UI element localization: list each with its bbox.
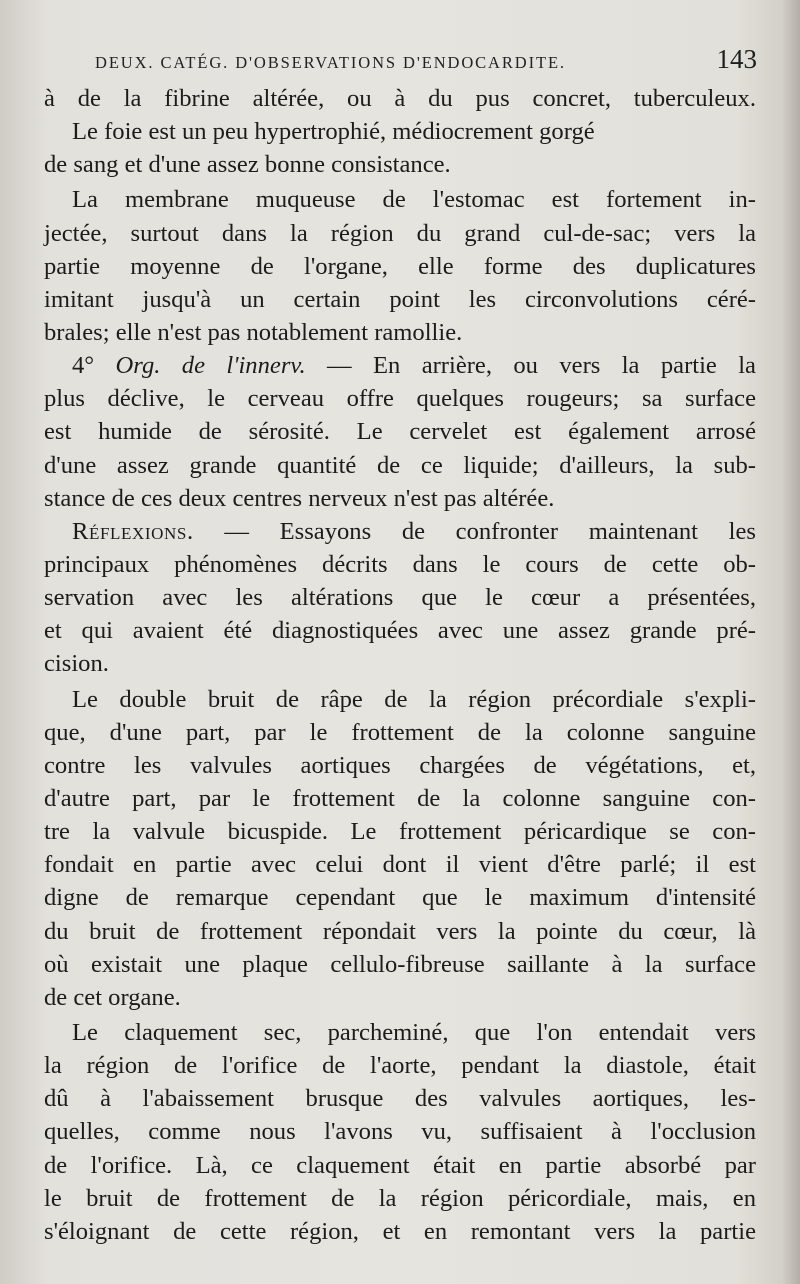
text-line: Le double bruit de râpe de la région précordiale s'expli- xyxy=(72,685,756,713)
text-line: à de la fibrine altérée, ou à du pus concret, tuberculeux. xyxy=(44,85,756,112)
section-label: Org. de l'innerv. xyxy=(115,352,306,380)
text-line: fondait en partie avec celui dont il vient d'être parlé; il est xyxy=(44,851,756,879)
text-line: où existait une plaque cellulo-fibreuse saillante à la surface xyxy=(44,950,756,978)
text-line: Le foie est un peu hypertrophié, médiocrement gorgé xyxy=(72,118,595,146)
text-line: jectée, surtout dans la région du grand cul-de-sac; vers la xyxy=(44,219,756,247)
section-number: 4° xyxy=(72,352,95,380)
text-line: La membrane muqueuse de l'estomac est fortement in- xyxy=(72,186,756,214)
text-line: stance de ces deux centres nerveux n'est pas altérée. xyxy=(44,484,555,512)
text-line: imitant jusqu'à un certain point les circonvolutions céré- xyxy=(44,285,756,313)
text-line: contre les valvules aortiques chargées de végétations, et, xyxy=(44,751,756,779)
text-line: s'éloignant de cette région, et en remontant vers la partie xyxy=(44,1217,756,1245)
text-line: de sang et d'une assez bonne consistance. xyxy=(44,151,451,179)
text-line: servation avec les altérations que le cœur a présentées, xyxy=(44,584,756,612)
text-line: de l'orifice. Là, ce claquement était en partie absorbé par xyxy=(44,1151,756,1179)
text-line xyxy=(44,349,756,382)
running-head: DEUX. CATÉG. D'OBSERVATIONS D'ENDOCARDITE. xyxy=(95,53,566,72)
text-line: cision. xyxy=(44,650,109,678)
text-line: digne de remarque cependant que le maximum d'intensité xyxy=(44,884,756,912)
text-line: tre la valvule bicuspide. Le frottement péricardique se con- xyxy=(44,818,756,846)
text-line: dû à l'abaissement brusque des valvules aortiques, les- xyxy=(44,1085,756,1113)
text-line: brales; elle n'est pas notablement ramollie. xyxy=(44,318,463,346)
body-text xyxy=(44,82,756,1248)
text-line: et qui avaient été diagnostiquées avec une assez grande pré- xyxy=(44,617,756,645)
page-header xyxy=(95,44,757,78)
text-fragment: — Essayons de confronter maintenant les xyxy=(224,517,756,545)
text-line: Le claquement sec, parcheminé, que l'on entendait vers xyxy=(72,1018,756,1046)
section-label: Réflexions. xyxy=(72,517,194,545)
text-line: de cet organe. xyxy=(44,983,181,1011)
text-line: quelles, comme nous l'avons vu, suffisaient à l'occlusion xyxy=(44,1118,756,1146)
text-line: partie moyenne de l'organe, elle forme des duplicatures xyxy=(44,252,756,280)
text-line xyxy=(44,515,756,548)
text-line: d'autre part, par le frottement de la colonne sanguine con- xyxy=(44,784,756,812)
text-line: que, d'une part, par le frottement de la colonne sanguine xyxy=(44,718,756,746)
text-line: le bruit de frottement de la région péricordiale, mais, en xyxy=(44,1184,756,1212)
page-number: 143 xyxy=(716,44,757,74)
text-line: du bruit de frottement répondait vers la pointe du cœur, là xyxy=(44,917,756,945)
text-line: plus déclive, le cerveau offre quelques rougeurs; sa surface xyxy=(44,385,756,413)
text-line: est humide de sérosité. Le cervelet est également arrosé xyxy=(44,418,756,446)
text-line: d'une assez grande quantité de ce liquide; d'ailleurs, la sub- xyxy=(44,451,756,479)
text-fragment: — En arrière, ou vers la partie la xyxy=(327,352,756,380)
text-line: la région de l'orifice de l'aorte, pendant la diastole, était xyxy=(44,1052,756,1080)
text-line: principaux phénomènes décrits dans le cours de cette ob- xyxy=(44,550,756,578)
page-edge-shadow xyxy=(782,0,800,1284)
